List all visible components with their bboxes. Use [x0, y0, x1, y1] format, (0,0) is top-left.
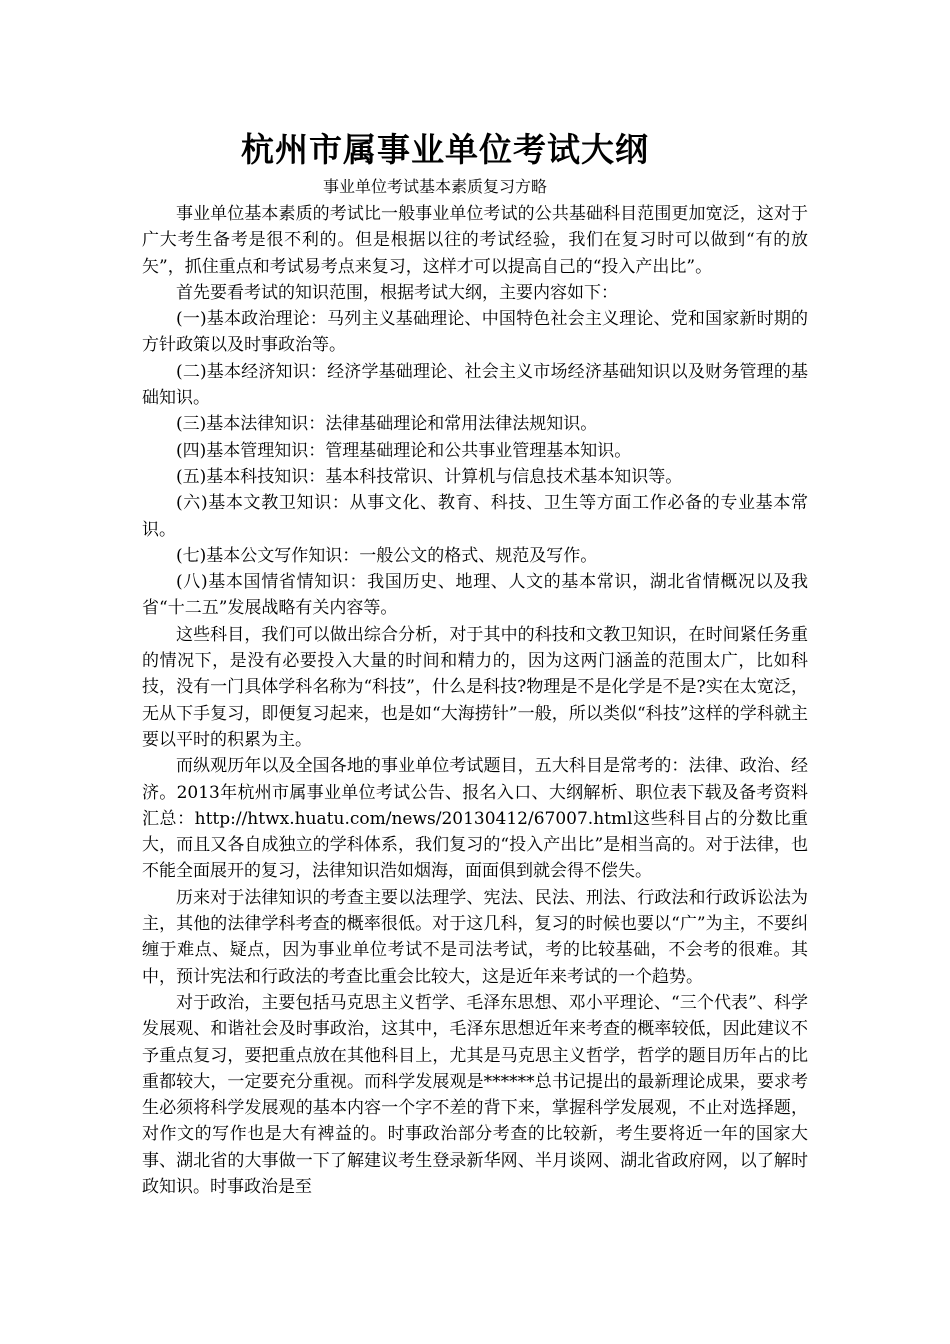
paragraph-scope: 首先要看考试的知识范围，根据考试大纲，主要内容如下： — [176, 282, 618, 303]
paragraph-key-subjects: 而纵观历年以及全国各地的事业单位考试题目，五大科目是常考的：法律、政治、经济。2013年杭州市属事业单位考试公告、报名入口、大纲解析、职位表下载及备考资料汇总：http://htwx.huatu.com/news/20130412/67007.html这些科目占的分数比重大，而且又各自成独立的学科体系，我们复习的“投入产出比”是相当高的。对于法律，也不能全面展开的复习，法律知识浩如烟海，面面俱到就会得不偿失。 — [142, 756, 808, 882]
document-body — [142, 201, 808, 1200]
list-item-politics: (一)基本政治理论：马列主义基础理论、中国特色社会主义理论、党和国家新时期的方针政策以及时事政治等。 — [142, 309, 808, 356]
paragraph-analysis: 这些科目，我们可以做出综合分析，对于其中的科技和文教卫知识，在时间紧任务重的情况下，是没有必要投入大量的时间和精力的，因为这两门涵盖的范围太广，比如科技，没有一门具体学科名称为“科技”，什么是科技?物理是不是化学是不是?实在太宽泛，无从下手复习，即便复习起来，也是如“大海捞针”一般，所以类似“科技”这样的学科就主要以平时的积累为主。 — [142, 624, 808, 750]
paragraph-politics-review: 对于政治，主要包括马克思主义哲学、毛泽东思想、邓小平理论、“三个代表”、科学发展观、和谐社会及时事政治，这其中，毛泽东思想近年来考查的概率较低，因此建议不予重点复习，要把重点放在其他科目上，尤其是马克思主义哲学，哲学的题目历年占的比重都较大，一定要充分重视。而科学发展观是******总书记提出的最新理论成果，要求考生必须将科学发展观的基本内容一个字不差的背下来，掌握科学发展观，不止对选择题，对作文的写作也是大有裨益的。时事政治部分考查的比较新，考生要将近一年的国家大事、湖北省的大事做一下了解建议考生登录新华网、半月谈网、湖北省政府网，以了解时政知识。时事政治是至 — [142, 992, 808, 1197]
list-item-management: (四)基本管理知识：管理基础理论和公共事业管理基本知识。 — [176, 440, 632, 461]
document-title: 杭州市属事业单位考试大纲 — [241, 130, 649, 169]
list-item-technology: (五)基本科技知识：基本科技常识、计算机与信息技术基本知识等。 — [176, 466, 683, 487]
paragraph-law-review: 历来对于法律知识的考查主要以法理学、宪法、民法、刑法、行政法和行政诉讼法为主，其他的法律学科考查的概率很低。对于这几科，复习的时候也要以“广”为主，不要纠缠于难点、疑点，因为事业单位考试不是司法考试，考的比较基础，不会考的很难。其中，预计宪法和行政法的考查比重会比较大，这是近年来考试的一个趋势。 — [142, 887, 808, 987]
list-item-official-writing: (七)基本公文写作知识：一般公文的格式、规范及写作。 — [176, 545, 598, 566]
list-item-national-provincial: (八)基本国情省情知识：我国历史、地理、人文的基本常识，湖北省情概况以及我省“十二五”发展战略有关内容等。 — [142, 572, 808, 619]
list-item-law: (三)基本法律知识：法律基础理论和常用法律法规知识。 — [176, 414, 598, 435]
list-item-economics: (二)基本经济知识：经济学基础理论、社会主义市场经济基础知识以及财务管理的基础知识。 — [142, 361, 808, 409]
document-subtitle: 事业单位考试基本素质复习方略 — [322, 177, 547, 196]
list-item-culture-education-health: (六)基本文教卫知识：从事文化、教育、科技、卫生等方面工作必备的专业基本常识。 — [142, 493, 808, 540]
paragraph-intro: 事业单位基本素质的考试比一般事业单位考试的公共基础科目范围更加宽泛，这对于广大考生备考是很不利的。但是根据以往的考试经验，我们在复习时可以做到“有的放矢”，抓住重点和考试易考点来复习，这样才可以提高自己的“投入产出比”。 — [142, 204, 808, 277]
